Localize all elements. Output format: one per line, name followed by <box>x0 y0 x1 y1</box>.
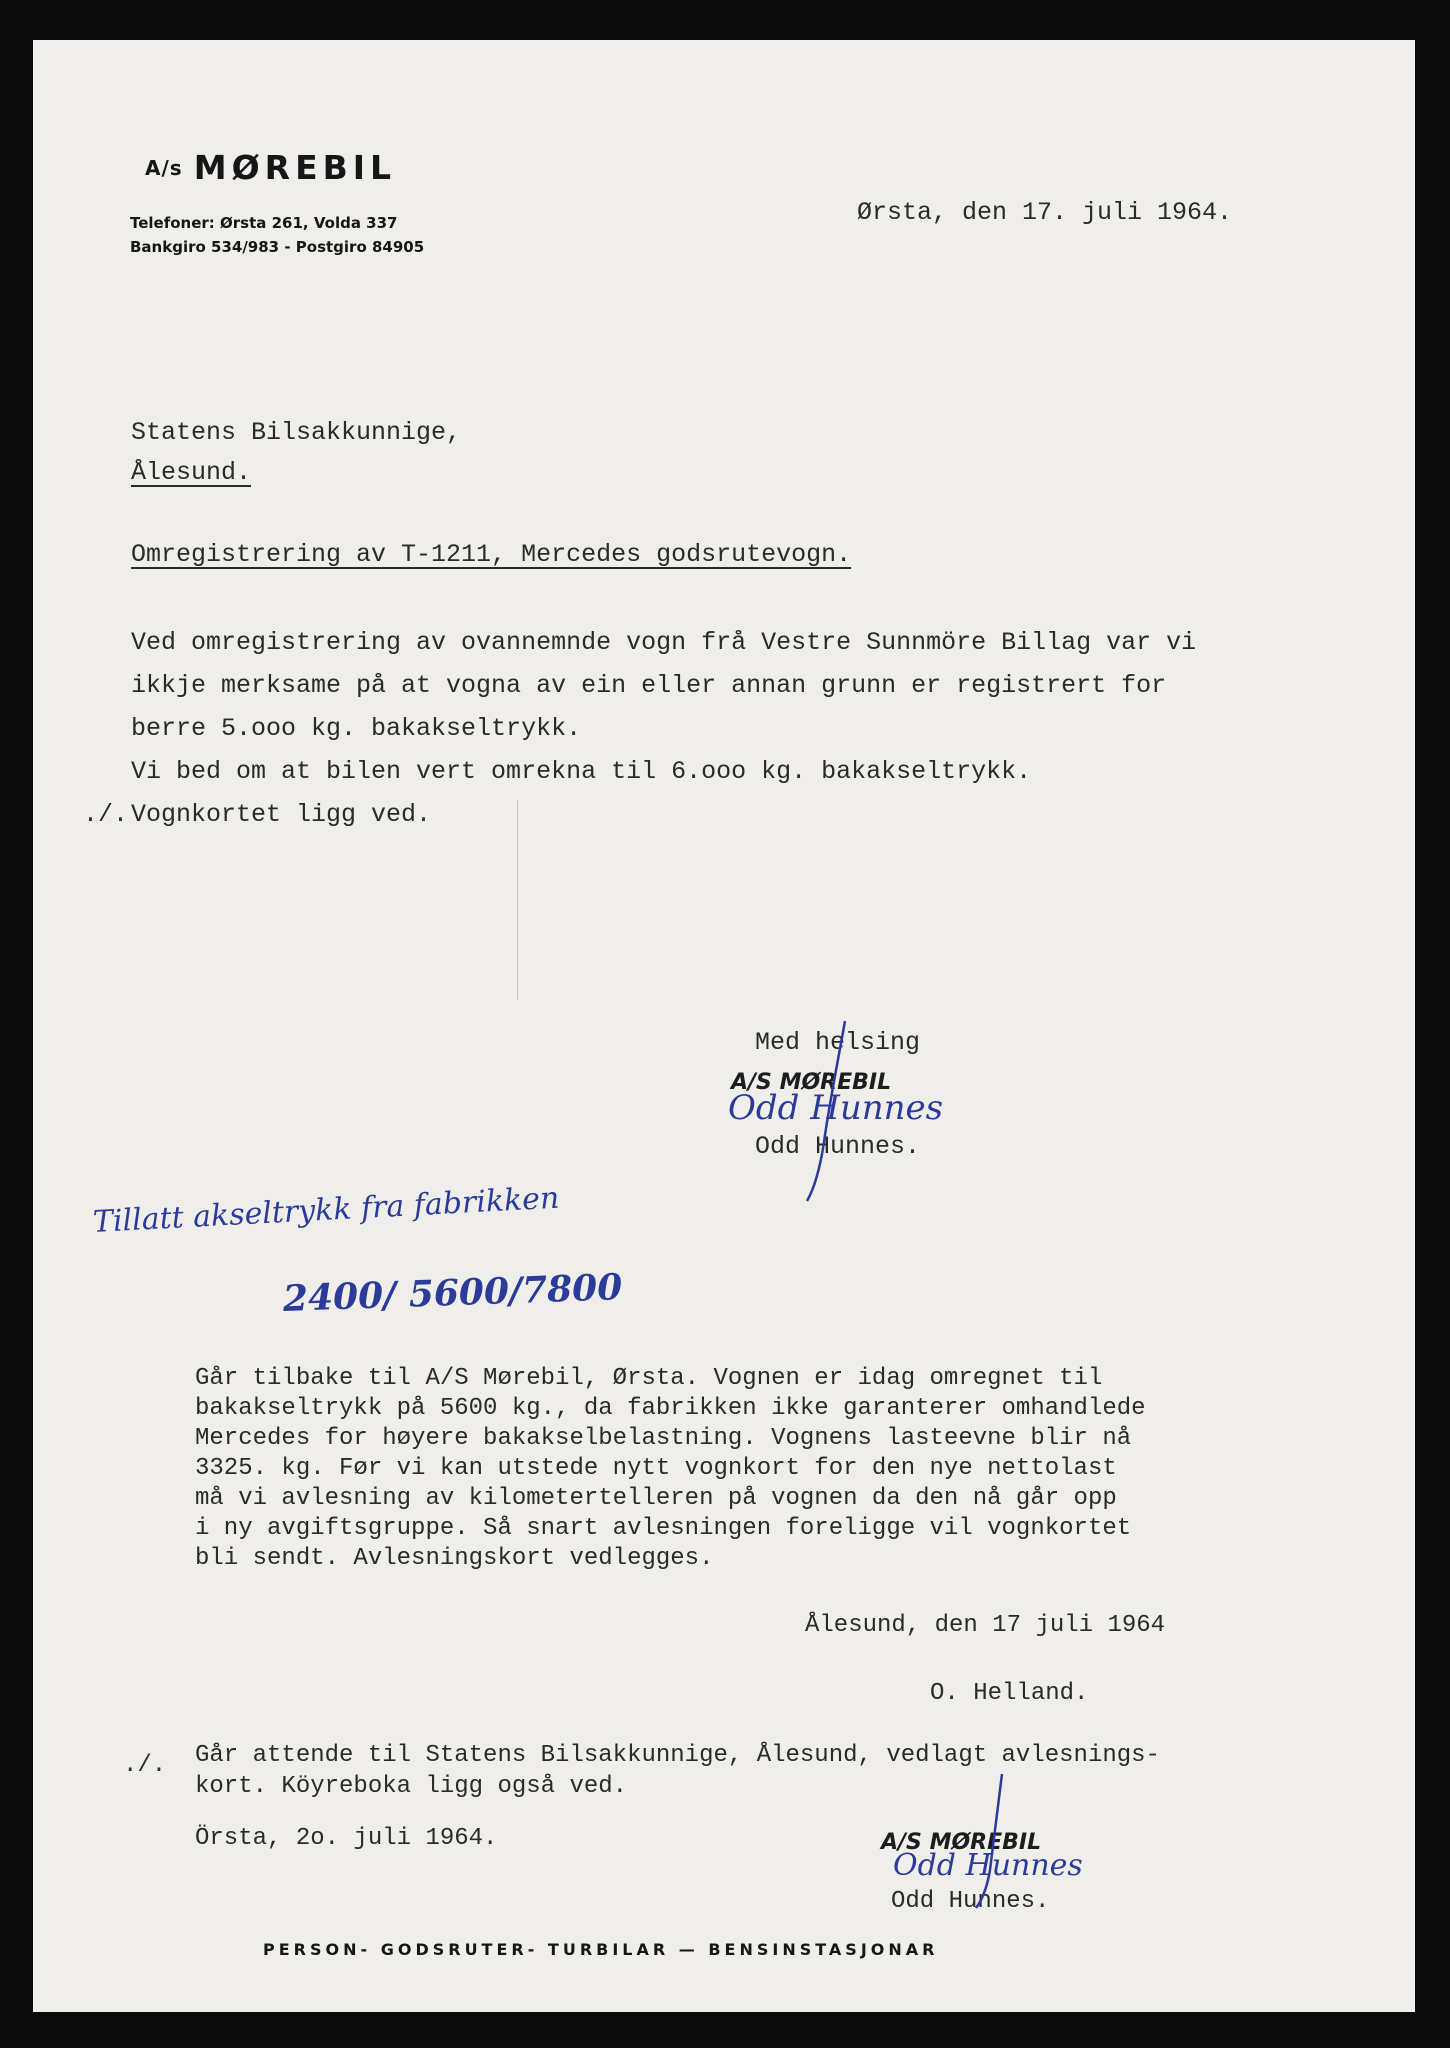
signature-stroke <box>793 1015 863 1205</box>
second-handwritten-signature: Odd Hunnes <box>893 1848 1083 1883</box>
reply-line: må vi avlesning av kilometertelleren på vognen da den nå går opp <box>195 1485 1117 1512</box>
letter-page <box>33 40 1415 2012</box>
reply-date: Ålesund, den 17 juli 1964 <box>805 1612 1166 1639</box>
reply-line: 3325. kg. Før vi kan utstede nytt vognkort for den nye nettolast <box>195 1455 1117 1482</box>
body-line: ikkje merksame på at vogna av ein eller annan grunn er registrert for <box>131 671 1167 700</box>
letterhead-phones: Telefoner: Ørsta 261, Volda 337 <box>130 214 398 232</box>
enclosure-line: Vognkortet ligg ved. <box>131 800 432 829</box>
reply-signer: O. Helland. <box>930 1680 1089 1707</box>
company-stamp: A/S MØREBIL <box>731 1070 892 1095</box>
body-line: berre 5.ooo kg. bakakseltrykk. <box>131 714 582 743</box>
second-company-stamp: A/S MØREBIL <box>881 1830 1042 1855</box>
enclosure-mark: ./. <box>83 800 129 829</box>
company-name: MØREBIL <box>193 148 397 187</box>
subject-line: Omregistrering av T-1211, Mercedes godsrutevogn. <box>131 540 852 569</box>
reply-line: Mercedes for høyere bakakselbelastning. Vognens lasteevne blir nå <box>195 1425 1132 1452</box>
second-reply-line: kort. Köyreboka ligg også ved. <box>195 1773 628 1800</box>
handwritten-note-line1: Tillatt akseltrykk fra fabrikken <box>92 1180 561 1240</box>
reply-line: i ny avgiftsgruppe. Så snart avlesningen foreligge vil vognkortet <box>195 1515 1132 1542</box>
reply-line: bakakseltrykk på 5600 kg., da fabrikken ikke garanterer omhandlede <box>195 1395 1146 1422</box>
second-signature-stroke <box>968 1770 1018 1910</box>
recipient-line1: Statens Bilsakkunnige, <box>131 418 462 447</box>
signer-name: Odd Hunnes. <box>755 1132 921 1161</box>
fold-line <box>517 800 518 1000</box>
letter-date: Ørsta, den 17. juli 1964. <box>857 198 1233 227</box>
second-reply-mark: ./. <box>123 1752 167 1779</box>
handwritten-signature: Odd Hunnes <box>728 1088 944 1128</box>
handwritten-note-line2: 2400/ 5600/7800 <box>282 1266 623 1320</box>
recipient-line2: Ålesund. <box>131 458 252 487</box>
reply-line: Går tilbake til A/S Mørebil, Ørsta. Vognen er idag omregnet til <box>195 1365 1103 1392</box>
body-line: Vi bed om at bilen vert omrekna til 6.ooo kg. bakakseltrykk. <box>131 757 1032 786</box>
reply-line: bli sendt. Avlesningskort vedlegges. <box>195 1545 714 1572</box>
letterhead-logo <box>145 148 396 188</box>
letterhead-footer: PERSON- GODSRUTER- TURBILAR — BENSINSTASJONAR <box>263 1940 939 1959</box>
body-line: Ved omregistrering av ovannemnde vogn frå Vestre Sunnmöre Billag var vi <box>131 628 1197 657</box>
second-reply-date: Örsta, 2o. juli 1964. <box>195 1825 498 1852</box>
letterhead-bank: Bankgiro 534/983 - Postgiro 84905 <box>130 238 425 256</box>
second-reply-line: Går attende til Statens Bilsakkunnige, Ålesund, vedlagt avlesnings- <box>195 1742 1160 1769</box>
second-signer-name: Odd Hunnes. <box>891 1888 1050 1915</box>
letterhead-prefix: A/s <box>145 156 183 180</box>
closing: Med helsing <box>755 1028 921 1057</box>
